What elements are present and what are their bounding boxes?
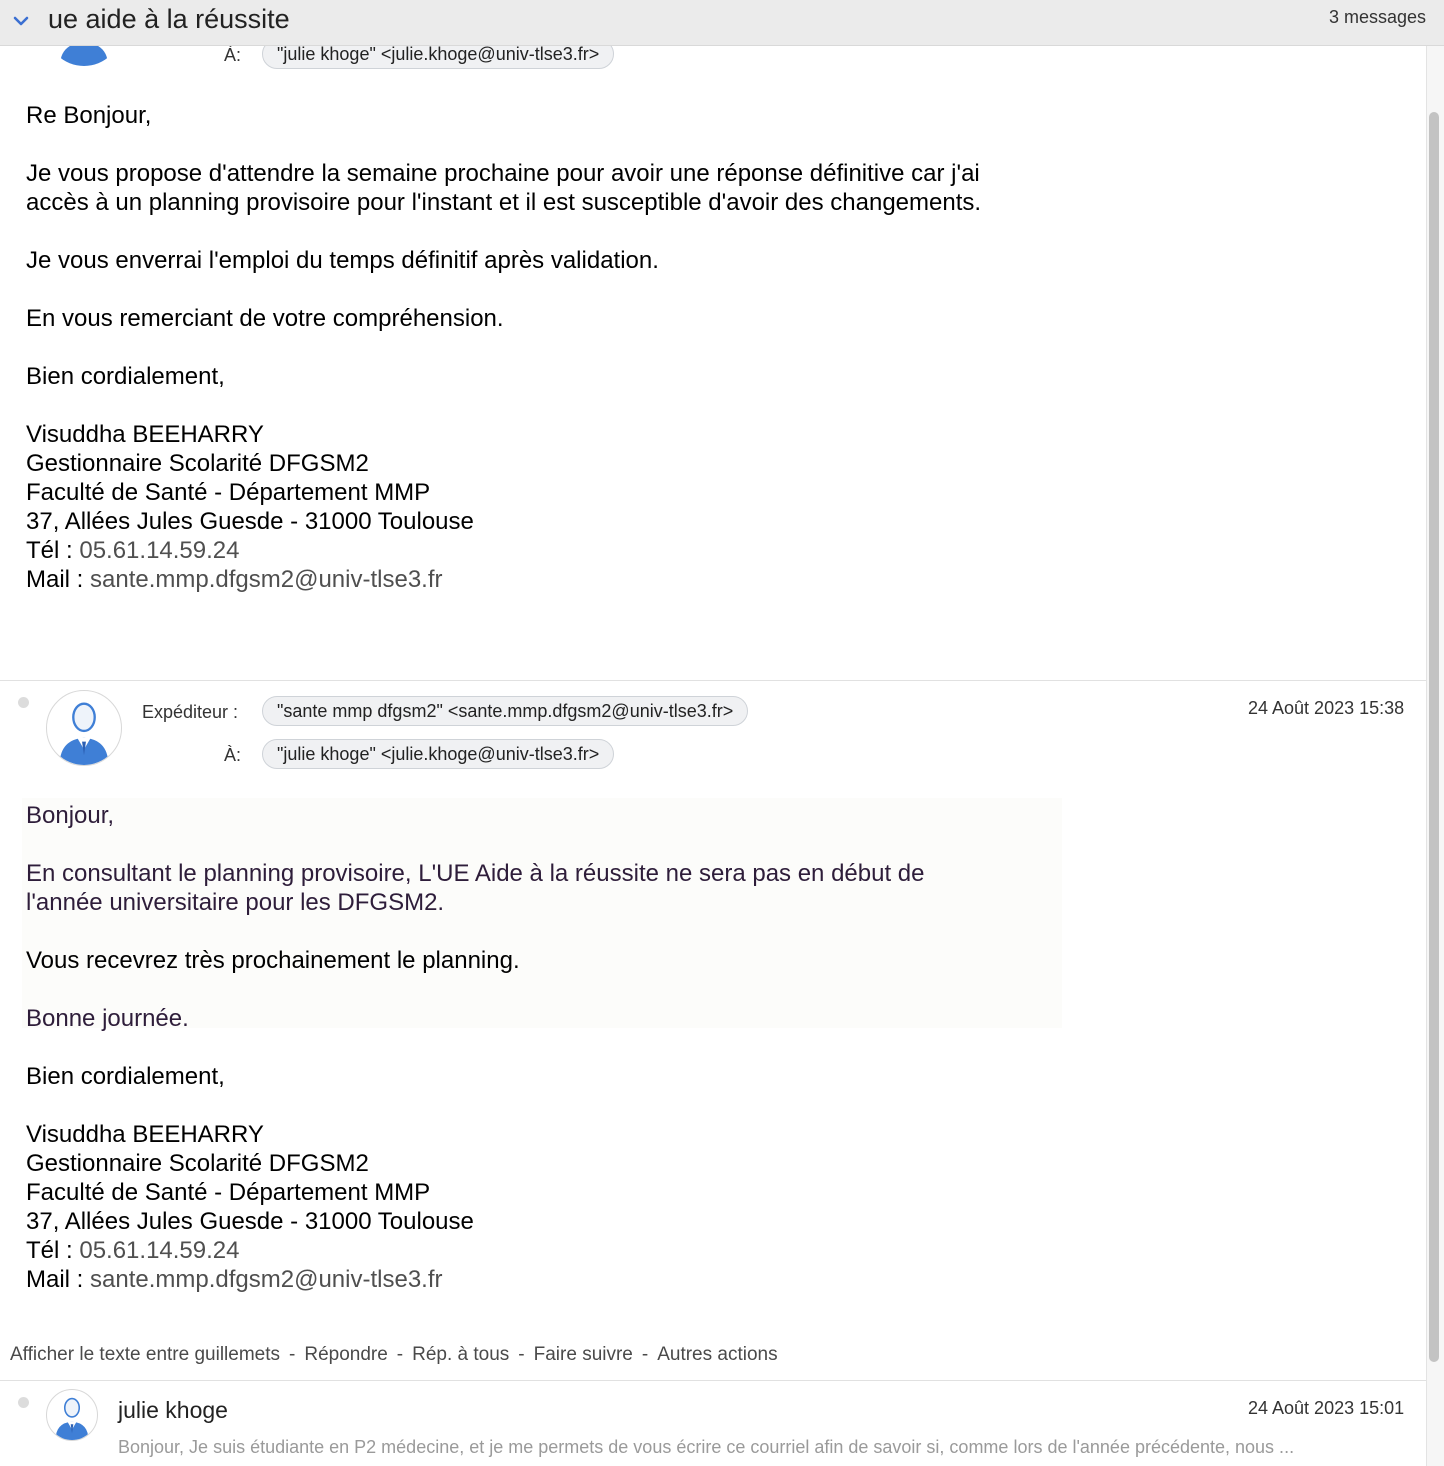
signature-tel: Tél : 05.61.14.59.24	[26, 1237, 240, 1264]
signature-mail: Mail : sante.mmp.dfgsm2@univ-tlse3.fr	[26, 566, 443, 593]
to-label: À:	[224, 46, 242, 65]
recipient-chip[interactable]: "julie khoge" <julie.khoge@univ-tlse3.fr>	[262, 46, 614, 69]
body-line: Je vous enverrai l'emploi du temps définitif après validation.	[26, 247, 659, 274]
body-line: l'année universitaire pour les DFGSM2.	[26, 889, 445, 916]
user-avatar-icon	[47, 691, 121, 765]
body-line: Vous recevrez très prochainement le planning.	[26, 947, 520, 974]
avatar	[46, 46, 122, 66]
user-avatar-icon	[46, 46, 122, 66]
closing: Bien cordialement,	[26, 1063, 225, 1090]
forward-link[interactable]: Faire suivre	[533, 1344, 633, 1365]
body-line: En consultant le planning provisoire, L'UE Aide à la réussite ne sera pas en début de	[26, 860, 925, 887]
signature-address: 37, Allées Jules Guesde - 31000 Toulouse	[26, 1208, 474, 1235]
email-link[interactable]: sante.mmp.dfgsm2@univ-tlse3.fr	[90, 1266, 443, 1293]
sender-chip[interactable]: "sante mmp dfgsm2" <sante.mmp.dfgsm2@univ-tlse3.fr>	[262, 696, 748, 726]
reply-all-link[interactable]: Rép. à tous	[412, 1344, 510, 1365]
message-body	[26, 801, 925, 1294]
greeting: Re Bonjour,	[26, 102, 152, 129]
phone-link[interactable]: 05.61.14.59.24	[79, 1237, 240, 1264]
signature-name: Visuddha BEEHARRY	[26, 421, 264, 448]
message-actions: Afficher le texte entre guillemets - Répondre - Rép. à tous - Faire suivre - Autres actions	[10, 1344, 778, 1365]
user-avatar-icon	[47, 1390, 97, 1440]
reply-link[interactable]: Répondre	[304, 1344, 388, 1365]
message-divider	[0, 1380, 1426, 1381]
signature-tel: Tél : 05.61.14.59.24	[26, 537, 240, 564]
message-divider	[0, 680, 1426, 681]
conversation-view	[0, 46, 1426, 1466]
message-date: 24 Août 2023 15:38	[1248, 698, 1405, 718]
message-count: 3 messages	[1328, 7, 1426, 27]
body-line: accès à un planning provisoire pour l'instant et il est susceptible d'avoir des changements.	[26, 189, 982, 216]
signature-role: Gestionnaire Scolarité DFGSM2	[26, 450, 369, 477]
from-label: Expéditeur :	[142, 702, 239, 722]
read-status-dot[interactable]	[18, 1397, 29, 1408]
greeting: Bonjour,	[26, 802, 115, 829]
show-quoted-link[interactable]: Afficher le texte entre guillemets	[10, 1344, 281, 1365]
signature-name: Visuddha BEEHARRY	[26, 1121, 264, 1148]
body-line: Je vous propose d'attendre la semaine prochaine pour avoir une réponse définitive car j'ai	[26, 160, 980, 187]
message-preview[interactable]: Bonjour, Je suis étudiante en P2 médecine, et je me permets de vous écrire ce courriel afin de savoir si, comme lors de l'année précédente, nous ...	[118, 1437, 1295, 1457]
avatar	[46, 690, 122, 766]
read-status-dot[interactable]	[18, 697, 29, 708]
body-line: En vous remerciant de votre compréhension.	[26, 305, 504, 332]
message-body	[26, 101, 981, 594]
signature-mail: Mail : sante.mmp.dfgsm2@univ-tlse3.fr	[26, 1266, 443, 1293]
signature-dept: Faculté de Santé - Département MMP	[26, 1179, 431, 1206]
signature-dept: Faculté de Santé - Département MMP	[26, 479, 431, 506]
avatar	[46, 1389, 98, 1441]
signature-role: Gestionnaire Scolarité DFGSM2	[26, 1150, 369, 1177]
chevron-down-icon[interactable]	[10, 10, 32, 32]
thread-header	[0, 0, 1444, 46]
thread-title: ue aide à la réussite	[48, 4, 290, 34]
to-label: À:	[224, 745, 242, 765]
sender-name[interactable]: julie khoge	[118, 1397, 228, 1423]
phone-link[interactable]: 05.61.14.59.24	[79, 537, 240, 564]
more-actions-link[interactable]: Autres actions	[657, 1344, 778, 1365]
recipient-chip[interactable]: "julie khoge" <julie.khoge@univ-tlse3.fr>	[262, 739, 614, 769]
closing: Bien cordialement,	[26, 363, 225, 390]
body-line: Bonne journée.	[26, 1005, 189, 1032]
scrollbar-thumb[interactable]	[1429, 112, 1439, 1362]
signature-address: 37, Allées Jules Guesde - 31000 Toulouse	[26, 508, 474, 535]
email-link[interactable]: sante.mmp.dfgsm2@univ-tlse3.fr	[90, 566, 443, 593]
message-date: 24 Août 2023 15:01	[1248, 1398, 1405, 1418]
